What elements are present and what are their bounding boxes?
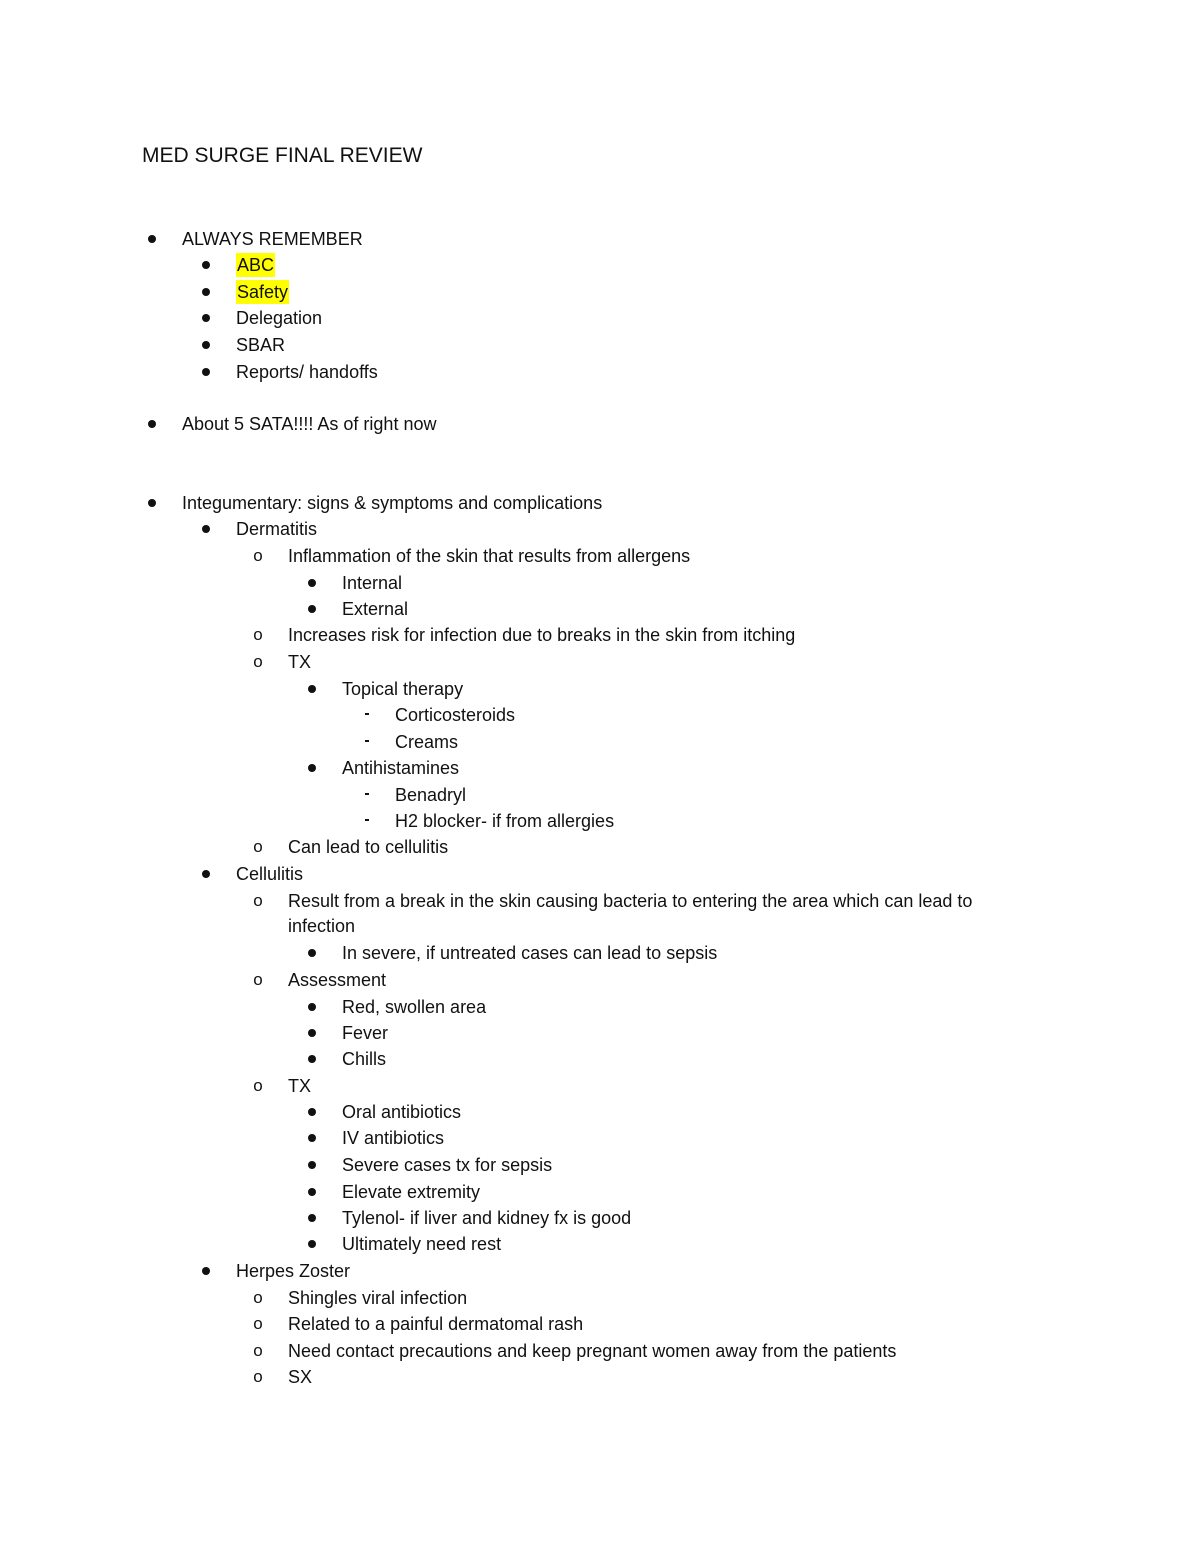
outline-item	[0, 571, 1100, 595]
outline-item	[0, 623, 1100, 647]
bullet-circle-icon: o	[253, 891, 263, 910]
outline-item	[0, 1286, 1100, 1310]
outline-item-text: Fever	[342, 1023, 389, 1043]
outline-item	[0, 1047, 1100, 1071]
outline-item	[0, 889, 1100, 913]
outline-item-text: Shingles viral infection	[288, 1288, 468, 1308]
outline-item-text: Elevate extremity	[342, 1182, 481, 1202]
outline-item	[0, 756, 1100, 780]
outline-item-text: infection	[288, 916, 356, 936]
outline-item	[0, 597, 1100, 621]
outline-item-text: Can lead to cellulitis	[288, 837, 449, 857]
bullet-circle-icon: o	[253, 625, 263, 644]
outline-item-text: Increases risk for infection due to breaks in the skin from itching	[288, 625, 796, 645]
outline-item	[0, 1232, 1100, 1256]
outline-item	[0, 1021, 1100, 1045]
outline-item-text: Related to a painful dermatomal rash	[288, 1314, 584, 1334]
outline-item	[0, 333, 1100, 357]
outline-item	[0, 703, 1100, 727]
bullet-circle-icon: o	[253, 652, 263, 671]
outline-item-text: SBAR	[236, 335, 286, 355]
outline-item	[0, 968, 1100, 992]
outline-item	[0, 1126, 1100, 1150]
outline-item-text: In severe, if untreated cases can lead to sepsis	[342, 943, 718, 963]
outline-item-text: Result from a break in the skin causing bacteria to entering the area which can lead to	[288, 891, 973, 911]
outline-item	[0, 1339, 1100, 1363]
outline-item-text: Red, swollen area	[342, 997, 487, 1017]
outline-item-text: Tylenol- if liver and kidney fx is good	[342, 1208, 632, 1228]
outline-item	[0, 253, 1100, 277]
outline-item-text: Delegation	[236, 308, 323, 328]
outline-item-text: Dermatitis	[236, 519, 318, 539]
outline-item-text: TX	[288, 1076, 312, 1096]
outline-item	[0, 730, 1100, 754]
outline-item-text: Cellulitis	[236, 864, 304, 884]
outline-item-text: IV antibiotics	[342, 1128, 445, 1148]
outline-item-text: Assessment	[288, 970, 387, 990]
outline-item	[0, 862, 1100, 886]
bullet-circle-icon: o	[253, 1341, 263, 1360]
bullet-circle-icon: o	[253, 1367, 263, 1386]
outline-item-text: Topical therapy	[342, 679, 464, 699]
outline-item-text: External	[342, 599, 409, 619]
outline-item	[0, 783, 1100, 807]
outline-item	[0, 491, 1100, 515]
outline-item	[0, 995, 1100, 1019]
outline-item	[0, 1259, 1100, 1283]
outline-item-text: Safety	[237, 282, 289, 302]
outline-item-text: TX	[288, 652, 312, 672]
outline-item-text: Antihistamines	[342, 758, 460, 778]
outline-item-text: Creams	[395, 732, 459, 752]
outline-item-text: About 5 SATA!!!! As of right now	[182, 414, 437, 434]
bullet-circle-icon: o	[253, 837, 263, 856]
bullet-circle-icon: o	[253, 546, 263, 565]
outline-item	[0, 412, 1100, 436]
outline-item-text: H2 blocker- if from allergies	[395, 811, 615, 831]
outline-item-text: Chills	[342, 1049, 387, 1069]
outline-item-text: Internal	[342, 573, 403, 593]
outline-item	[0, 809, 1100, 833]
outline-item-text: Inflammation of the skin that results from allergens	[288, 546, 691, 566]
outline-item	[0, 1074, 1100, 1098]
outline-item	[0, 941, 1100, 965]
outline-item	[0, 544, 1100, 568]
outline-item	[0, 1365, 1100, 1389]
outline-item	[0, 1180, 1100, 1204]
outline-item	[0, 677, 1100, 701]
outline-item	[0, 1206, 1100, 1230]
outline-item-text: ABC	[237, 255, 275, 275]
outline-item-text: Ultimately need rest	[342, 1234, 502, 1254]
outline-item-text: Herpes Zoster	[236, 1261, 351, 1281]
outline-item	[0, 835, 1100, 859]
outline-item-text: Benadryl	[395, 785, 467, 805]
outline-item	[0, 1153, 1100, 1177]
outline-item-text: Corticosteroids	[395, 705, 516, 725]
outline-item	[0, 517, 1100, 541]
outline-item-text: ALWAYS REMEMBER	[182, 229, 363, 249]
outline-item-text: Severe cases tx for sepsis	[342, 1155, 553, 1175]
outline-item	[0, 227, 1100, 251]
outline-item	[0, 1100, 1100, 1124]
outline-item	[0, 280, 1100, 304]
outline-item	[0, 914, 1100, 938]
outline-item	[0, 306, 1100, 330]
outline-item	[0, 1312, 1100, 1336]
outline-item-text: Need contact precautions and keep pregnant women away from the patients	[288, 1341, 897, 1361]
outline-item-text: Integumentary: signs & symptoms and complications	[182, 493, 603, 513]
outline-item	[0, 650, 1100, 674]
outline-item-text: Reports/ handoffs	[236, 362, 378, 382]
page-title: MED SURGE FINAL REVIEW	[142, 144, 423, 167]
outline-item-text: SX	[288, 1367, 313, 1387]
bullet-circle-icon: o	[253, 1314, 263, 1333]
bullet-circle-icon: o	[253, 1076, 263, 1095]
outline-item	[0, 360, 1100, 384]
bullet-circle-icon: o	[253, 1288, 263, 1307]
bullet-circle-icon: o	[253, 970, 263, 989]
outline-item-text: Oral antibiotics	[342, 1102, 462, 1122]
